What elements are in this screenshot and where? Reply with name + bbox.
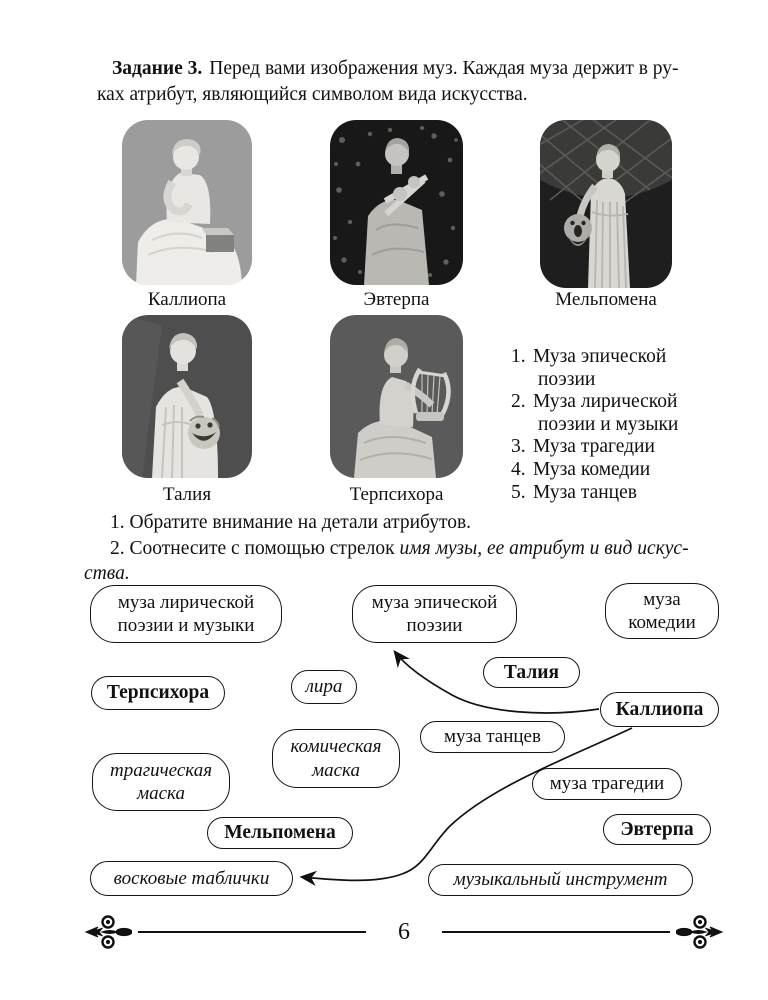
taliya-statue-image [122, 315, 252, 478]
statue-photo-kalliopa [122, 120, 252, 285]
bubble-art-tragedy[interactable]: муза трагедии [532, 768, 682, 800]
art-types-list [511, 346, 699, 504]
list-item: 5. Муза танцев [511, 481, 637, 503]
caption-evterpa: Эвтерпа [363, 289, 430, 310]
fleuron-right-icon [676, 911, 724, 953]
statue-photo-evterpa [330, 120, 463, 285]
list-item: 3. Муза трагедии [511, 436, 655, 458]
bubble-art-lyric-poetry[interactable]: муза лирической поэзии и музыки [90, 585, 282, 643]
bubble-art-epic-poetry[interactable]: муза эпической поэзии [352, 585, 517, 643]
bubble-muse-taliya[interactable]: Талия [483, 657, 580, 688]
page-number: 6 [398, 918, 410, 945]
task-title-line1 [112, 58, 679, 80]
bubble-art-dance[interactable]: муза танцев [420, 721, 565, 753]
footer-rule-right [442, 931, 670, 933]
terpsihora-statue-image [330, 315, 463, 478]
bubble-attr-tragic-mask[interactable]: трагическая маска [92, 753, 230, 811]
fleuron-left-icon [84, 911, 132, 953]
task-title-line2: ках атрибут, являющийся символом вида искусства. [97, 84, 528, 105]
bubble-attr-music-instrument[interactable]: музыкальный инструмент [428, 864, 693, 896]
bubble-muse-melpomena[interactable]: Мельпомена [207, 817, 353, 849]
instruction-step1: 1. Обратите внимание на детали атрибутов. [110, 512, 472, 533]
statue-photo-taliya [122, 315, 252, 478]
evterpa-statue-image [330, 120, 463, 285]
statue-photo-melpomena [540, 120, 672, 288]
instruction-step2-continuation: ства. [84, 563, 130, 584]
task-text-line1: Перед вами изображения муз. Каждая муза держит в ру- [209, 58, 679, 79]
task-number: Задание 3. [112, 58, 203, 79]
list-item: 2. Муза лирической поэзии и музыки [511, 391, 679, 435]
instruction-step2: 2. Соотнесите с помощью стрелок имя музы, ее атрибут и вид искус- [110, 538, 689, 559]
list-item: 4. Муза комедии [511, 458, 651, 480]
caption-taliya: Талия [162, 484, 212, 505]
bubble-attr-wax-tablets[interactable]: восковые таблички [90, 861, 293, 896]
bubble-attr-comic-mask[interactable]: комическая маска [272, 729, 400, 788]
melpomena-statue-image [540, 120, 672, 288]
bubble-muse-evterpa[interactable]: Эвтерпа [603, 814, 711, 845]
list-item: 1. Муза эпической поэзии [511, 346, 667, 390]
bubble-attr-lyre[interactable]: лира [291, 670, 357, 704]
caption-melpomena: Мельпомена [555, 289, 657, 310]
bubble-muse-terpsihora[interactable]: Терпсихора [91, 676, 225, 710]
statue-photo-terpsihora [330, 315, 463, 478]
page-footer [84, 910, 724, 954]
bubble-art-comedy[interactable]: муза комедии [605, 583, 719, 639]
caption-terpsihora: Терпсихора [349, 484, 444, 505]
bubble-muse-kalliopa[interactable]: Каллиопа [600, 692, 719, 727]
kalliopa-statue-image [122, 120, 252, 285]
caption-kalliopa: Каллиопа [147, 289, 227, 310]
footer-rule-left [138, 931, 366, 933]
